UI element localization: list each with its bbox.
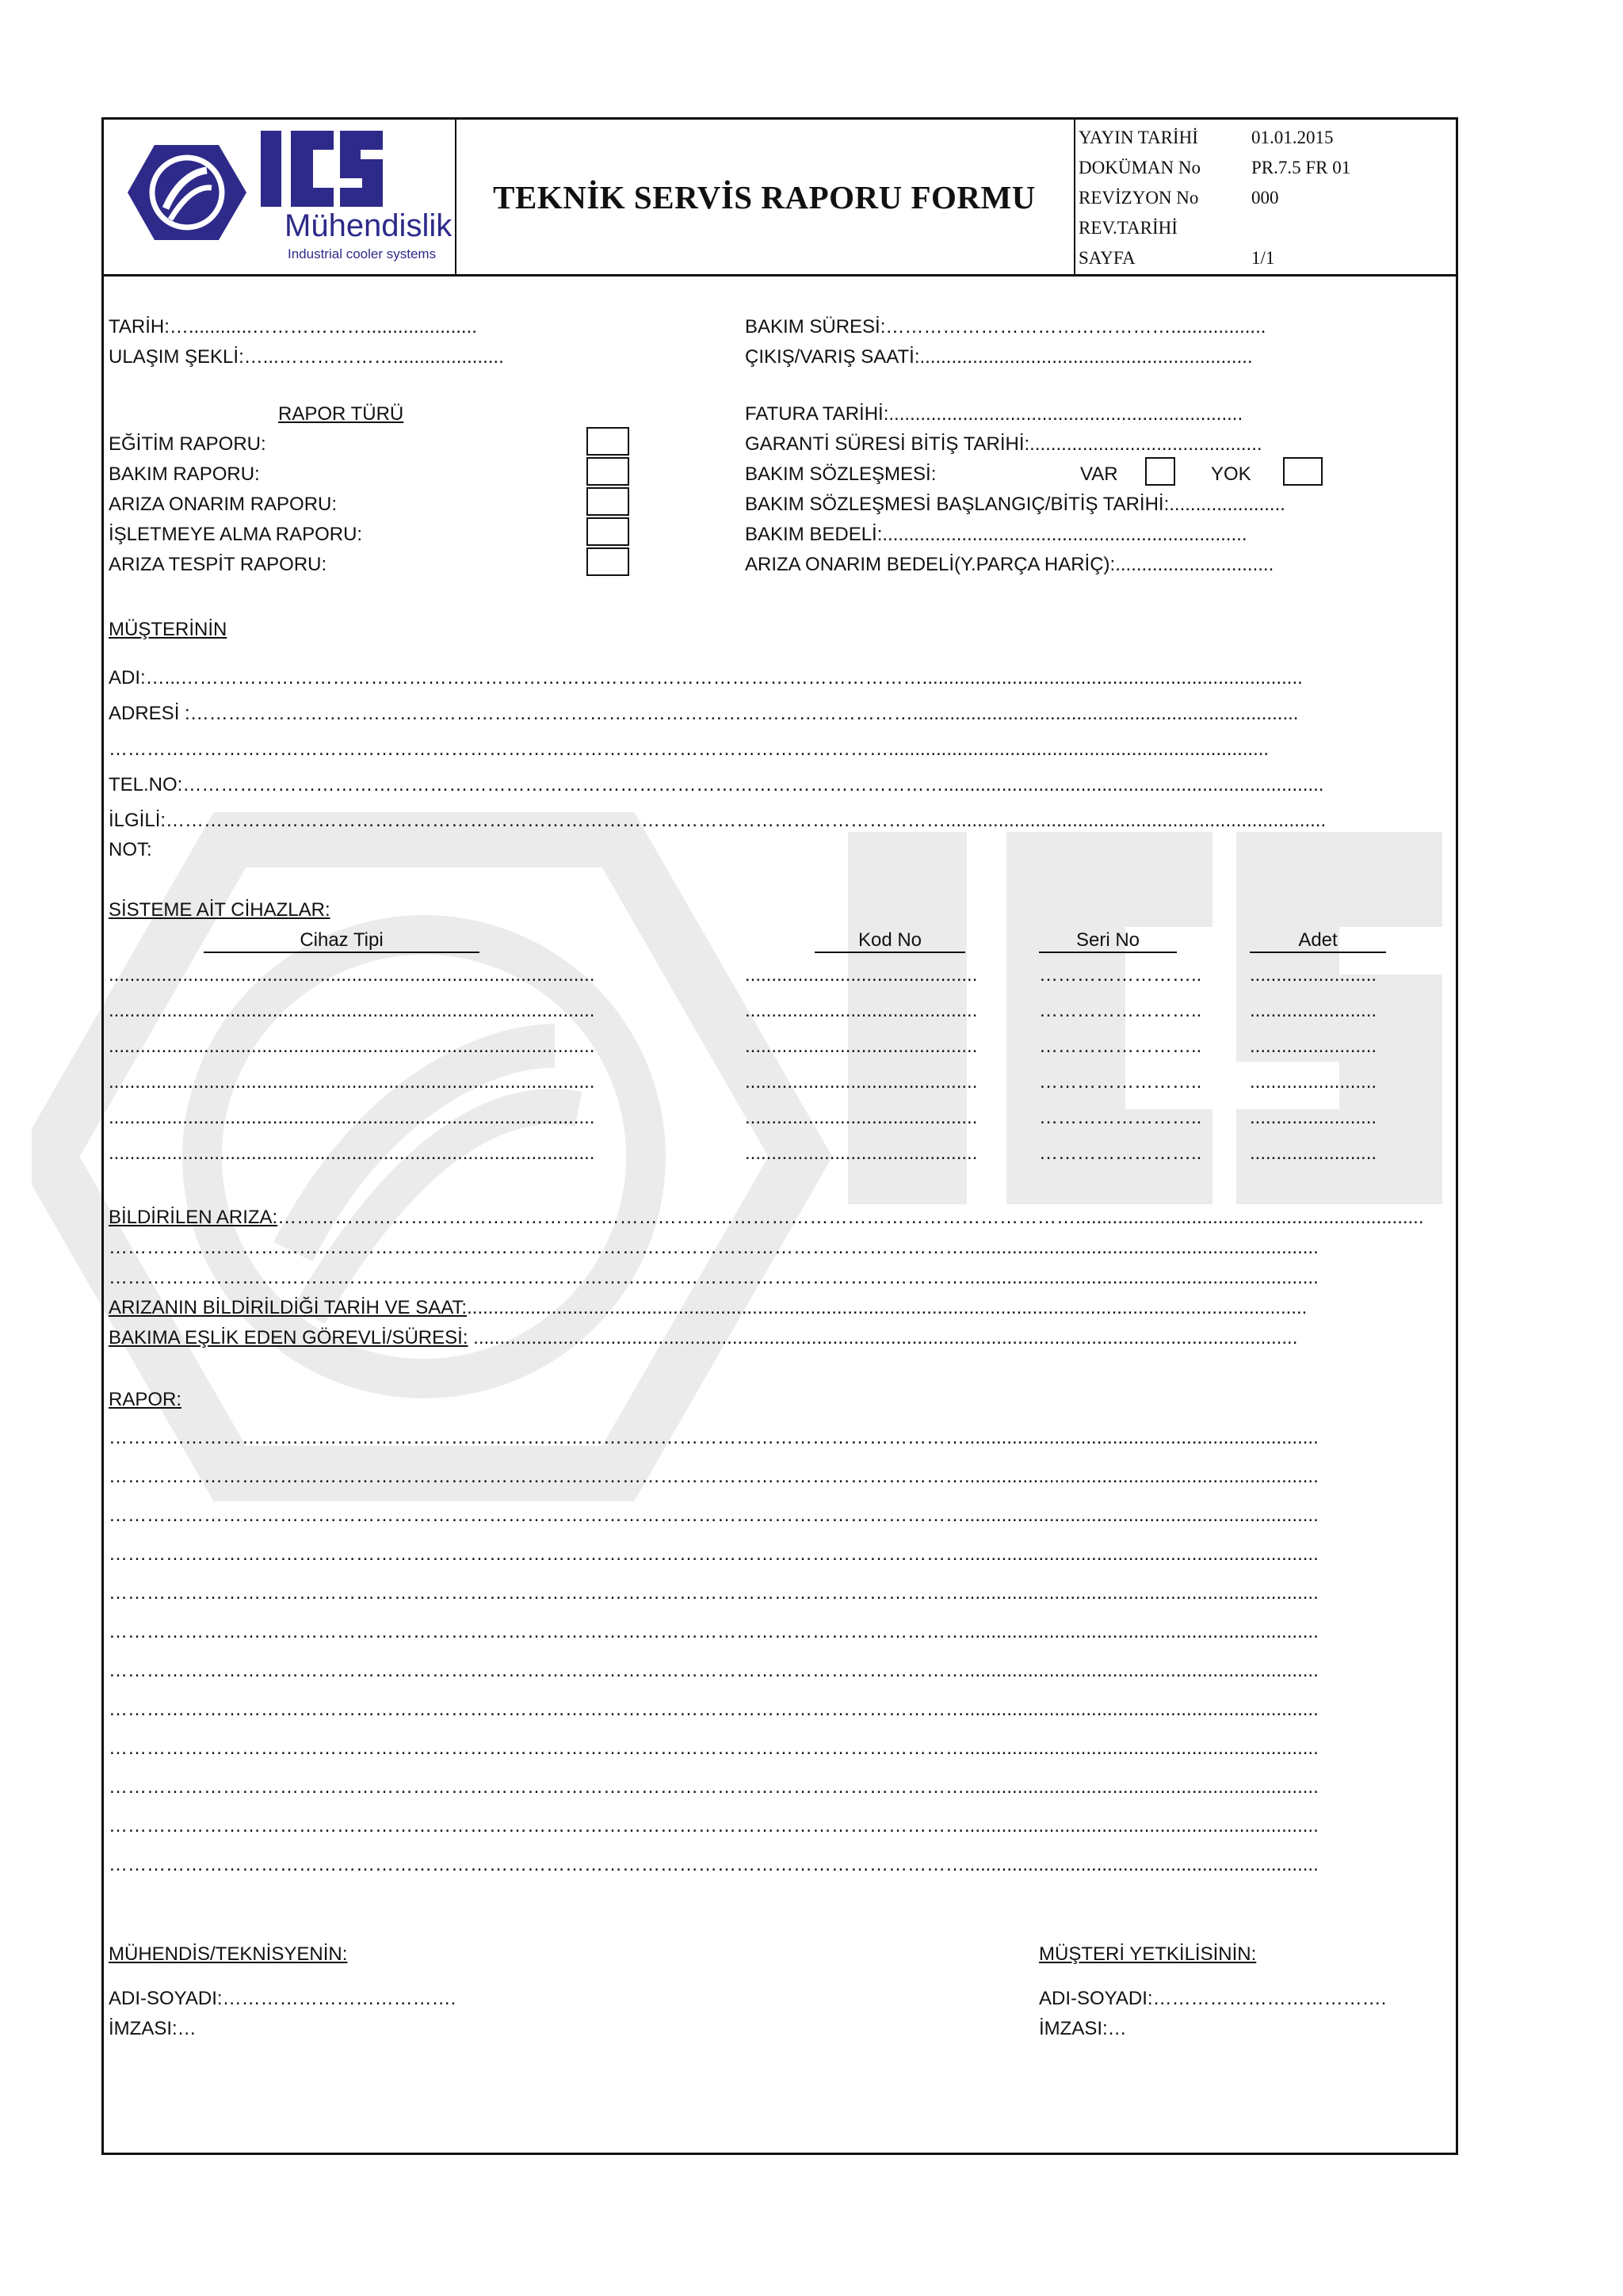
device-code-cell[interactable]: ............................................	[745, 1107, 978, 1128]
maintenance-duration-field[interactable]: BAKIM SÜRESİ:………………………………………..................	[745, 316, 1266, 338]
meta-label: YAYIN TARİHİ	[1079, 128, 1198, 147]
customer-rep-section-title: MÜŞTERİ YETKİLİSİNİN:	[1039, 1943, 1257, 1965]
checkbox-egitim[interactable]	[586, 427, 629, 456]
report-type-label: ARIZA ONARIM RAPORU:	[109, 494, 338, 515]
escort-staff-label: BAKIMA EŞLİK EDEN GÖREVLİ/SÜRESİ:	[109, 1327, 468, 1348]
form-title: TEKNİK SERVİS RAPORU FORMU	[493, 178, 1036, 215]
form-header	[104, 120, 1456, 277]
meta-value: 01.01.2015	[1251, 128, 1334, 147]
checkbox-yok[interactable]	[1283, 457, 1323, 486]
device-code-cell[interactable]: ............................................	[745, 1000, 978, 1021]
meta-row	[1079, 188, 1279, 208]
form-frame	[101, 117, 1458, 2155]
meta-row	[1079, 158, 1351, 178]
customer-section-title: MÜŞTERİNİN	[109, 619, 227, 640]
checkbox-ariza-onarim[interactable]	[586, 487, 629, 516]
document-meta	[1075, 120, 1456, 274]
date-field[interactable]: TARİH:…............……………….....................	[109, 316, 477, 338]
meta-value: 1/1	[1251, 248, 1275, 268]
device-type-cell[interactable]: ............................................................................................	[109, 1035, 595, 1057]
device-code-cell[interactable]: ............................................	[745, 964, 978, 986]
yok-label: YOK	[1211, 463, 1251, 485]
device-serial-cell[interactable]: ……………………..	[1039, 1000, 1202, 1021]
engineer-name-field[interactable]: ADI-SOYADI:……………………………….	[109, 1988, 456, 2009]
device-type-cell[interactable]: ............................................................................................	[109, 1000, 595, 1021]
report-line[interactable]: ………………………………………………………………………………………………………………………...................................................................	[109, 1737, 1319, 1759]
device-serial-cell[interactable]: ……………………..	[1039, 1142, 1202, 1164]
fault-report-date-field[interactable]	[109, 1299, 1307, 1318]
contract-dates-field[interactable]: BAKIM SÖZLEŞMESİ BAŞLANGIÇ/BİTİŞ TARİHİ:......................	[745, 494, 1285, 515]
report-section-title: RAPOR:	[109, 1389, 182, 1410]
maintenance-contract-label: BAKIM SÖZLEŞMESİ:	[745, 463, 937, 485]
device-type-cell[interactable]: ............................................................................................	[109, 1142, 595, 1164]
device-code-cell[interactable]: ............................................	[745, 1071, 978, 1093]
warranty-end-field[interactable]: GARANTİ SÜRESİ BİTİŞ TARİHİ:............................................	[745, 433, 1262, 455]
report-line[interactable]: ………………………………………………………………………………………………………………………...................................................................	[109, 1660, 1319, 1681]
column-header-code: Kod No	[815, 931, 965, 953]
meta-value: 000	[1251, 188, 1279, 208]
invoice-date-field[interactable]: FATURA TARİHİ:...................................................................	[745, 403, 1243, 425]
transport-field[interactable]: ULAŞIM ŞEKLİ:…...……………….....................	[109, 346, 504, 368]
meta-row	[1079, 248, 1275, 269]
engineer-signature-field[interactable]: İMZASI:…	[109, 2018, 197, 2039]
device-quantity-cell[interactable]: ........................	[1250, 1107, 1377, 1128]
reported-fault-dots: ………………………………………………………………………………………………………………..................................................................	[277, 1207, 1424, 1228]
meta-label: SAYFA	[1079, 248, 1136, 268]
fault-date-dots: ...............................................................................................................................................................	[467, 1297, 1308, 1318]
report-type-label: ARIZA TESPİT RAPORU:	[109, 554, 327, 575]
escort-staff-field[interactable]	[109, 1329, 1297, 1348]
customer-name-field[interactable]: ADI:…...………………………………………………………………………………………………………........................................................................	[109, 667, 1303, 688]
report-type-title: RAPOR TÜRÜ	[278, 403, 404, 425]
device-code-cell[interactable]: ............................................	[745, 1035, 978, 1057]
customer-rep-name-field[interactable]: ADI-SOYADI:……………………………….	[1039, 1988, 1387, 2009]
device-code-cell[interactable]: ............................................	[745, 1142, 978, 1164]
device-serial-cell[interactable]: ……………………..	[1039, 1035, 1202, 1057]
device-quantity-cell[interactable]: ........................	[1250, 1035, 1377, 1057]
reported-fault-label: BİLDİRİLEN ARIZA:	[109, 1207, 278, 1228]
departure-arrival-field[interactable]: ÇIKIŞ/VARIŞ SAATİ:...............................................................	[745, 346, 1253, 368]
reported-fault-field[interactable]	[109, 1208, 1424, 1227]
report-line[interactable]: ………………………………………………………………………………………………………………………...................................................................	[109, 1699, 1319, 1720]
meta-row	[1079, 128, 1334, 148]
device-serial-cell[interactable]: ……………………..	[1039, 1071, 1202, 1093]
maintenance-fee-field[interactable]: BAKIM BEDELİ:.....................................................................	[745, 524, 1247, 545]
report-line[interactable]: ………………………………………………………………………………………………………………………...................................................................	[109, 1815, 1319, 1836]
form-title-cell	[455, 120, 1075, 274]
customer-address-line2[interactable]: ……………………………………………………………………………………………………………........................................................................	[109, 738, 1270, 760]
device-serial-cell[interactable]: ……………………..	[1039, 964, 1202, 986]
device-quantity-cell[interactable]: ........................	[1250, 1000, 1377, 1021]
report-line[interactable]: ………………………………………………………………………………………………………………………...................................................................	[109, 1776, 1319, 1798]
device-quantity-cell[interactable]: ........................	[1250, 964, 1377, 986]
logo-sub-text: Mühendislik	[285, 208, 453, 243]
meta-value: PR.7.5 FR 01	[1251, 158, 1351, 177]
checkbox-ariza-tespit[interactable]	[586, 547, 629, 576]
device-type-cell[interactable]: ............................................................................................	[109, 964, 595, 986]
report-type-label: İŞLETMEYE ALMA RAPORU:	[109, 524, 363, 545]
checkbox-var[interactable]	[1145, 457, 1175, 486]
fault-date-label: ARIZANIN BİLDİRİLDİĞİ TARİH VE SAAT:	[109, 1297, 468, 1318]
report-line[interactable]: ………………………………………………………………………………………………………………………...................................................................	[109, 1427, 1319, 1448]
meta-label: REV.TARİHİ	[1079, 218, 1178, 238]
escort-staff-dots: ............................................................................................................................................................	[468, 1327, 1298, 1348]
customer-phone-field[interactable]: TEL.NO:…………………………………………………………………………………………………………........................................................................	[109, 774, 1324, 795]
logo-tagline: Industrial cooler systems	[288, 246, 437, 261]
customer-address-field[interactable]: ADRESİ :…………………………………………………………………………………………………….........................................................................	[109, 703, 1299, 724]
meta-label: DOKÜMAN No	[1079, 158, 1201, 177]
device-type-cell[interactable]: ............................................................................................	[109, 1071, 595, 1093]
device-type-cell[interactable]: ............................................................................................	[109, 1107, 595, 1128]
report-line[interactable]: ………………………………………………………………………………………………………………………...................................................................	[109, 1543, 1319, 1565]
column-header-device-type: Cihaz Tipi	[204, 931, 479, 953]
device-quantity-cell[interactable]: ........................	[1250, 1142, 1377, 1164]
devices-section-title: SİSTEME AİT CİHAZLAR:	[109, 899, 330, 921]
report-line[interactable]: ………………………………………………………………………………………………………………………...................................................................	[109, 1582, 1319, 1604]
company-logo	[104, 120, 456, 274]
reported-fault-line[interactable]: ………………………………………………………………………………………………………………………...................................................................	[109, 1267, 1319, 1288]
engineer-section-title: MÜHENDİS/TEKNİSYENİN:	[109, 1943, 348, 1965]
customer-contact-field[interactable]: İLGİLİ:……………………………………………………………………………………………………………........................................................................	[109, 810, 1327, 831]
report-line[interactable]: ………………………………………………………………………………………………………………………...................................................................	[109, 1621, 1319, 1642]
repair-fee-field[interactable]: ARIZA ONARIM BEDELİ(Y.PARÇA HARİÇ):..............................	[745, 554, 1274, 575]
customer-rep-signature-field[interactable]: İMZASI:…	[1039, 2018, 1127, 2039]
report-line[interactable]: ………………………………………………………………………………………………………………………...................................................................	[109, 1466, 1319, 1487]
report-line[interactable]: ………………………………………………………………………………………………………………………...................................................................	[109, 1505, 1319, 1526]
report-type-label: EĞİTİM RAPORU:	[109, 433, 266, 455]
device-quantity-cell[interactable]: ........................	[1250, 1071, 1377, 1093]
checkbox-isletmeye-alma[interactable]	[586, 517, 629, 546]
checkbox-bakim[interactable]	[586, 457, 629, 486]
meta-label: REVİZYON No	[1079, 188, 1199, 208]
reported-fault-line[interactable]: ………………………………………………………………………………………………………………………...................................................................	[109, 1237, 1319, 1258]
customer-note-field[interactable]: NOT:	[109, 839, 152, 860]
column-header-quantity: Adet	[1250, 931, 1386, 953]
var-label: VAR	[1080, 463, 1118, 485]
report-type-label: BAKIM RAPORU:	[109, 463, 260, 485]
report-line[interactable]: ………………………………………………………………………………………………………………………...................................................................	[109, 1854, 1319, 1875]
column-header-serial: Seri No	[1039, 931, 1177, 953]
device-serial-cell[interactable]: ……………………..	[1039, 1107, 1202, 1128]
meta-row	[1079, 218, 1178, 238]
